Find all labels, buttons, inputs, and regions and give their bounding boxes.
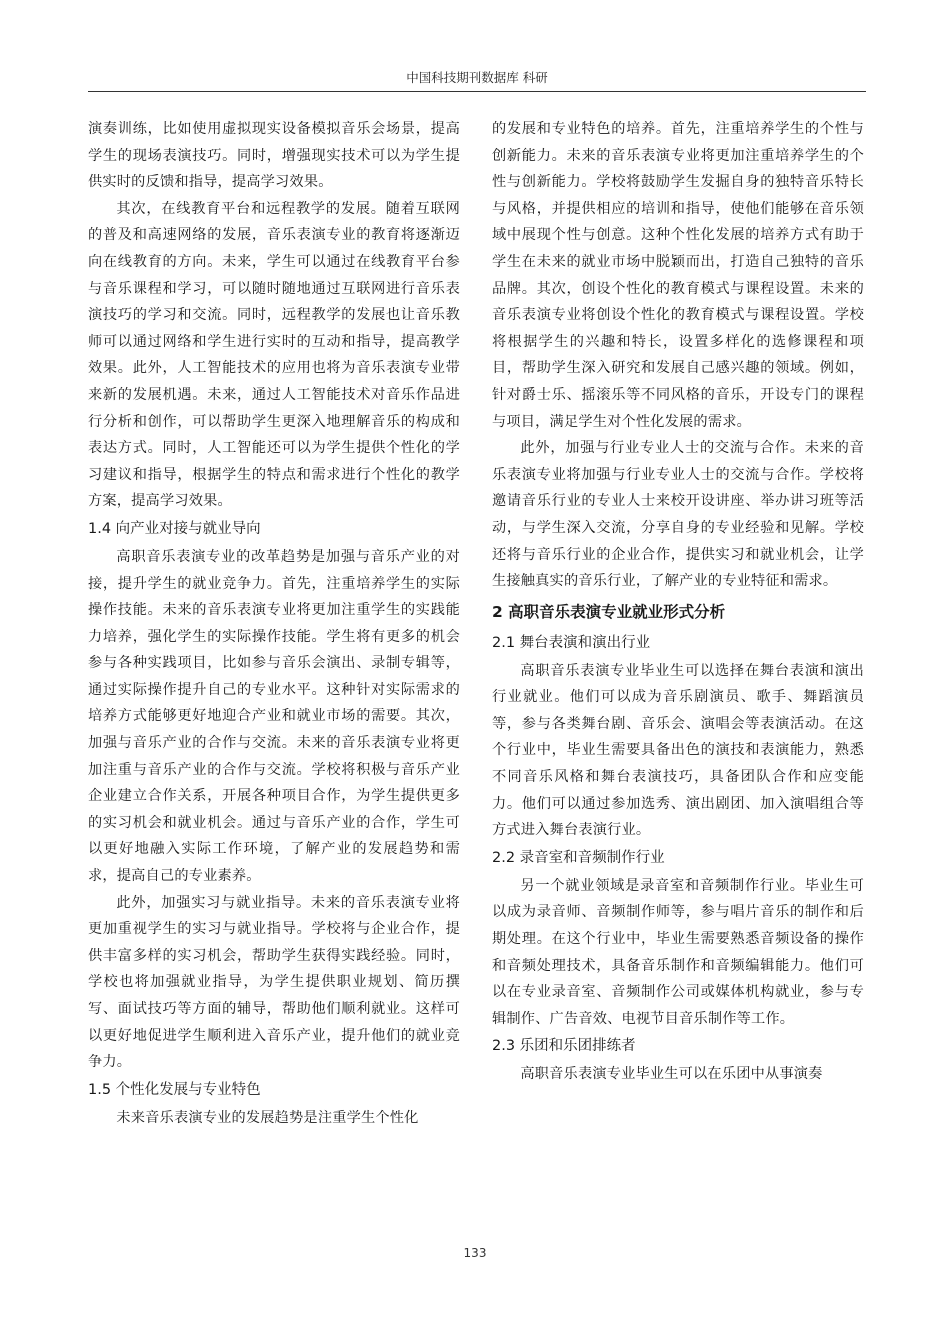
paragraph: 未来音乐表演专业的发展趋势是注重学生个性化 [116,1109,419,1126]
paragraph: 的发展和专业特色的培养。首先，注重培养学生的个性与创新能力。未来的音乐表演专业将更加注重培养学生的个性与创新能力。学校将鼓励学生发掘自身的独特音乐特长与风格，并提供相应的培训和指导，使他们能够在音乐领域中展现个性与创意。这种个性化发展的培养方式有助于学生在未来的就业市场中脱颖而出，打造自己独特的音乐品牌。其次，创设个性化的教育模式与课程设置。未来的音乐表演专业将创设个性化的教育模式与课程设置。学校将根据学生的兴趣和特长，设置多样化的选修课程和项目，帮助学生深入研究和发展自己感兴趣的领域。例如，针对爵士乐、摇滚乐等不同风格的音乐，开设专门的课程与项目，满足学生对个性化发展的需求。 [492,121,864,430]
paragraph: 高职音乐表演专业毕业生可以选择在舞台表演和演出行业就业。他们可以成为音乐剧演员、歌手、舞蹈演员等，参与各类舞台剧、音乐会、演唱会等表演活动。在这个行业中，毕业生需要具备出色的演技和表演能力，熟悉不同音乐风格和舞台表演技巧，具备团队合作和应变能力。他们可以通过参加选秀、演出剧团、加入演唱组合等方式进入舞台表演行业。 [492,662,864,839]
section-heading-2-1: 2.1 舞台表演和演出行业 [492,634,651,651]
paragraph: 高职音乐表演专业的改革趋势是加强与音乐产业的对接，提升学生的就业竞争力。首先，注重培养学生的实际操作技能。未来的音乐表演专业将更加注重学生的实践能力培养，强化学生的实际操作技能。学生将有更多的机会参与各种实践项目，比如参与音乐会演出、录制专辑等，通过实际操作提升自己的专业水平。这种针对实际需求的培养方式能够更好地迎合产业和就业市场的需要。其次，加强与音乐产业的合作与交流。未来的音乐表演专业将更加注重与音乐产业的合作与交流。学校将积极与音乐产业企业建立合作关系，开展各种项目合作，为学生提供更多的实习机会和就业机会。通过与音乐产业的合作，学生可以更好地融入实际工作环境，了解产业的发展趋势和需求，提高自己的专业素养。 [88,548,460,885]
section-heading-2-2: 2.2 录音室和音频制作行业 [492,849,665,866]
left-column [88,116,460,1131]
section-heading-2-3: 2.3 乐团和乐团排练者 [492,1038,636,1055]
section-heading-1-4: 1.4 向产业对接与就业导向 [88,520,261,537]
page-number: 133 [463,1246,487,1260]
section-heading-1-5: 1.5 个性化发展与专业特色 [88,1081,261,1098]
right-column [492,116,864,1088]
paragraph: 此外，加强与行业专业人士的交流与合作。未来的音乐表演专业将加强与行业专业人士的交流与合作。学校将邀请音乐行业的专业人士来校开设讲座、举办讲习班等活动，与学生深入交流，分享自身的专业经验和见解。学校还将与音乐行业的企业合作，提供实习和就业机会，让学生接触真实的音乐行业，了解产业的专业特征和需求。 [492,440,864,590]
running-header: 中国科技期刊数据库 科研 [406,70,548,85]
paragraph: 另一个就业领域是录音室和音频制作行业。毕业生可以成为录音师、音频制作师等，参与唱片音乐的制作和后期处理。在这个行业中，毕业生需要熟悉音频设备的操作和音频处理技术，具备音乐制作和音频编辑能力。他们可以在专业录音室、音频制作公司或媒体机构就业，参与专辑制作、广告音效、电视节目音乐制作等工作。 [492,877,864,1027]
header-rule [88,91,866,92]
section-heading-2: 2 高职音乐表演专业就业形式分析 [492,602,726,621]
paragraph: 此外，加强实习与就业指导。未来的音乐表演专业将更加重视学生的实习与就业指导。学校将与企业合作，提供丰富多样的实习机会，帮助学生获得实践经验。同时，学校也将加强就业指导，为学生提供职业规划、简历撰写、面试技巧等方面的辅导，帮助他们顺利就业。这样可以更好地促进学生顺利进入音乐产业，提升他们的就业竞争力。 [88,894,460,1071]
paragraph: 其次，在线教育平台和远程教学的发展。随着互联网的普及和高速网络的发展，音乐表演专业的教育将逐渐迈向在线教育的方向。未来，学生可以通过在线教育平台参与音乐课程和学习，可以随时随地通过互联网进行音乐表演技巧的学习和交流。同时，远程教学的发展也让音乐教师可以通过网络和学生进行实时的互动和指导，提高教学效果。此外，人工智能技术的应用也将为音乐表演专业带来新的发展机遇。未来，通过人工智能技术对音乐作品进行分析和创作，可以帮助学生更深入地理解音乐的构成和表达方式。同时，人工智能还可以为学生提供个性化的学习建议和指导，根据学生的特点和需求进行个性化的教学方案，提高学习效果。 [88,200,460,510]
paragraph: 演奏训练，比如使用虚拟现实设备模拟音乐会场景，提高学生的现场表演技巧。同时，增强现实技术可以为学生提供实时的反馈和指导，提高学习效果。 [88,121,460,191]
paragraph: 高职音乐表演专业毕业生可以在乐团中从事演奏 [520,1066,823,1083]
